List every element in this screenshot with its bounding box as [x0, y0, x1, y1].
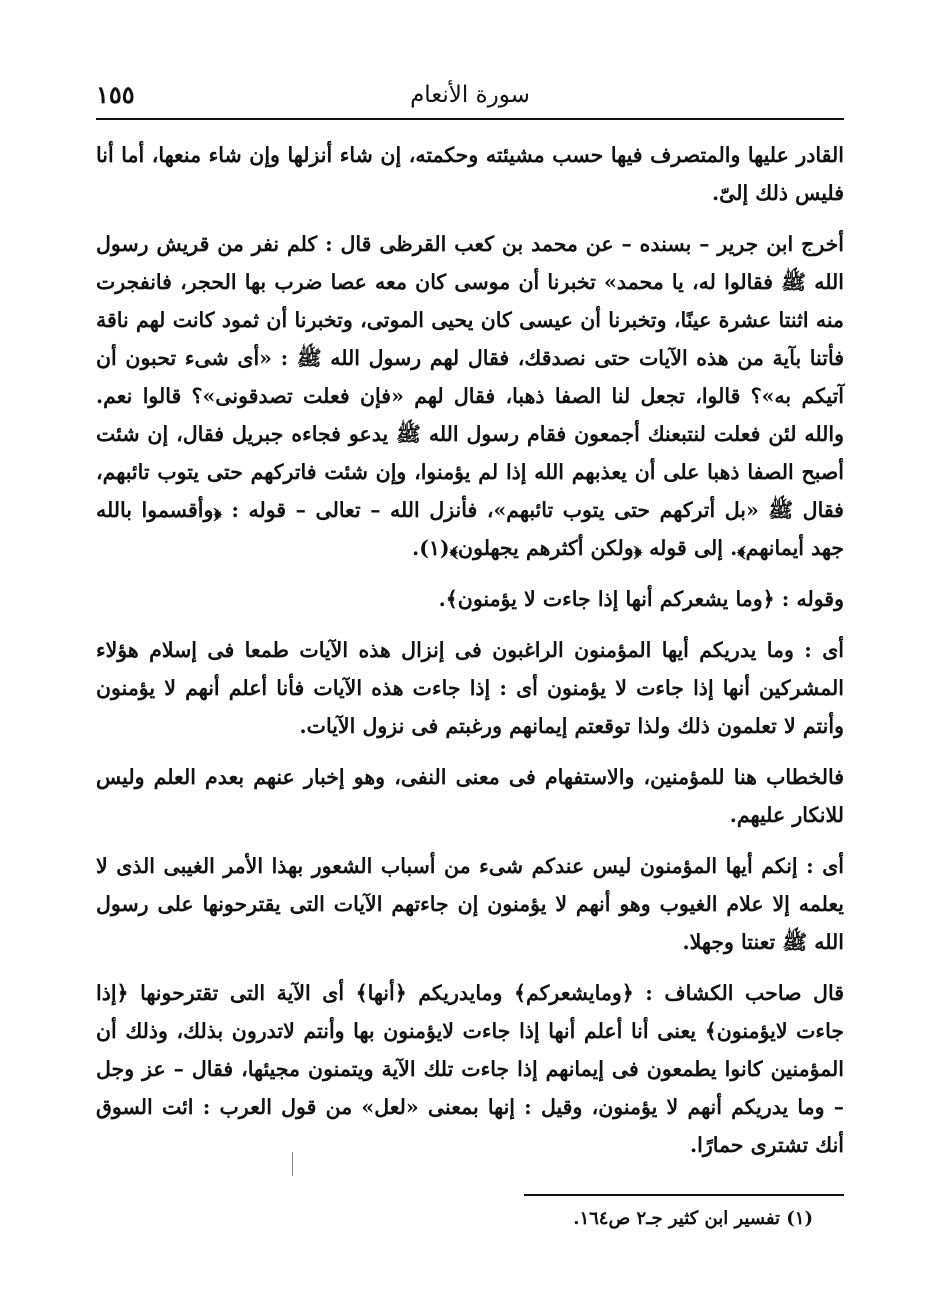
paragraph-4: أى : وما يدريكم أيها المؤمنون الراغبون فى إنزال هذه الآيات طمعا فى إسلام هؤلاء المشركين أنها إذا جاءت لا يؤمنون أى : إذا جاءت هذه الآيات فأنا أعلم أنهم لا يؤمنون وأنتم لا تعلمون ذلك ولذا توقعتم إيمانهم ورغبتم فى نزول الآيات.: [96, 638, 844, 738]
paragraph-3: وقوله : ﴿وما يشعركم أنها إذا جاءت لا يؤمنون﴾.: [438, 587, 844, 611]
paragraph-5: فالخطاب هنا للمؤمنين، والاستفهام فى معنى النفى، وهو إخبار عنهم بعدم العلم وليس للانكار عليهم.: [96, 765, 844, 827]
footnote-separator: [524, 1194, 844, 1196]
main-text: [96, 136, 844, 1177]
paragraph-2: أخرج ابن جرير – بسنده – عن محمد بن كعب القرظى قال : كلم نفر من قريش رسول الله ﷺ فقالوا له، يا محمد» تخبرنا أن موسى كان معه عصا ضرب بها الحجر، فانفجرت منه اثنتا عشرة عينًا، وتخبرنا أن عيسى كان يحيى الموتى، وتخبرنا أن ثمود كانت لهم ناقة فأتنا بآية من هذه الآيات حتى نصدقك، فقال لهم رسول الله ﷺ : «أى شىء تحبون أن آتيكم به»؟ قالوا، تجعل لنا الصفا ذهبا، فقال لهم «فإن فعلت تصدقونى»؟ قالوا نعم. والله لئن فعلت لنتبعنك أجمعون فقام رسول الله ﷺ يدعو فجاءه جبريل فقال، إن شئت أصبح الصفا ذهبا على أن يعذبهم الله إذا لم يؤمنوا، وإن شئت فاتركهم حتى يتوب تائبهم، فقال ﷺ «بل أتركهم حتى يتوب تائبهم»، فأنزل الله – تعالى – قوله : ﴿وأقسموا بالله جهد أيمانهم﴾. إلى قوله ﴿ولكن أكثرهم يجهلون﴾(١).: [96, 232, 844, 560]
scan-mark: [292, 1152, 295, 1176]
running-header: [96, 78, 844, 120]
surah-title: سورة الأنعام: [410, 82, 530, 108]
paragraph-6: أى : إنكم أيها المؤمنون ليس عندكم شىء من أسباب الشعور بهذا الأمر الغيبى الذى لا يعلمه إلا علام الغيوب وهو أنهم لا يؤمنون إن جاءتهم الآيات التى يقترحونها على رسول الله ﷺ تعنتا وجهلا.: [96, 854, 844, 954]
paragraph-7: قال صاحب الكشاف : ﴿ومايشعركم﴾ ومايدريكم ﴿أنها﴾ أى الآية التى تقترحونها ﴿إذا جاءت لايؤمنون﴾ يعنى أنا أعلم أنها إذا جاءت لايؤمنون بها وأنتم لاتدرون بذلك، وذلك أن المؤمنين كانوا يطمعون فى إيمانهم إذا جاءت تلك الآية ويتمنون مجيئها، فقال – عز وجل – وما يدريكم أنهم لا يؤمنون، وقيل : إنها بمعنى «لعل» من قول العرب : ائت السوق أنك تشترى حمارًا.: [96, 981, 844, 1157]
footnote: (١) تفسير ابن كثير جـ٢ ص١٦٤.: [573, 1208, 813, 1229]
paragraph-1: القادر عليها والمتصرف فيها حسب مشيئته وحكمته، إن شاء أنزلها وإن شاء منعها، أما أنا فليس ذلك إلىّ.: [96, 143, 844, 205]
page-number: ١٥٥: [96, 80, 135, 109]
